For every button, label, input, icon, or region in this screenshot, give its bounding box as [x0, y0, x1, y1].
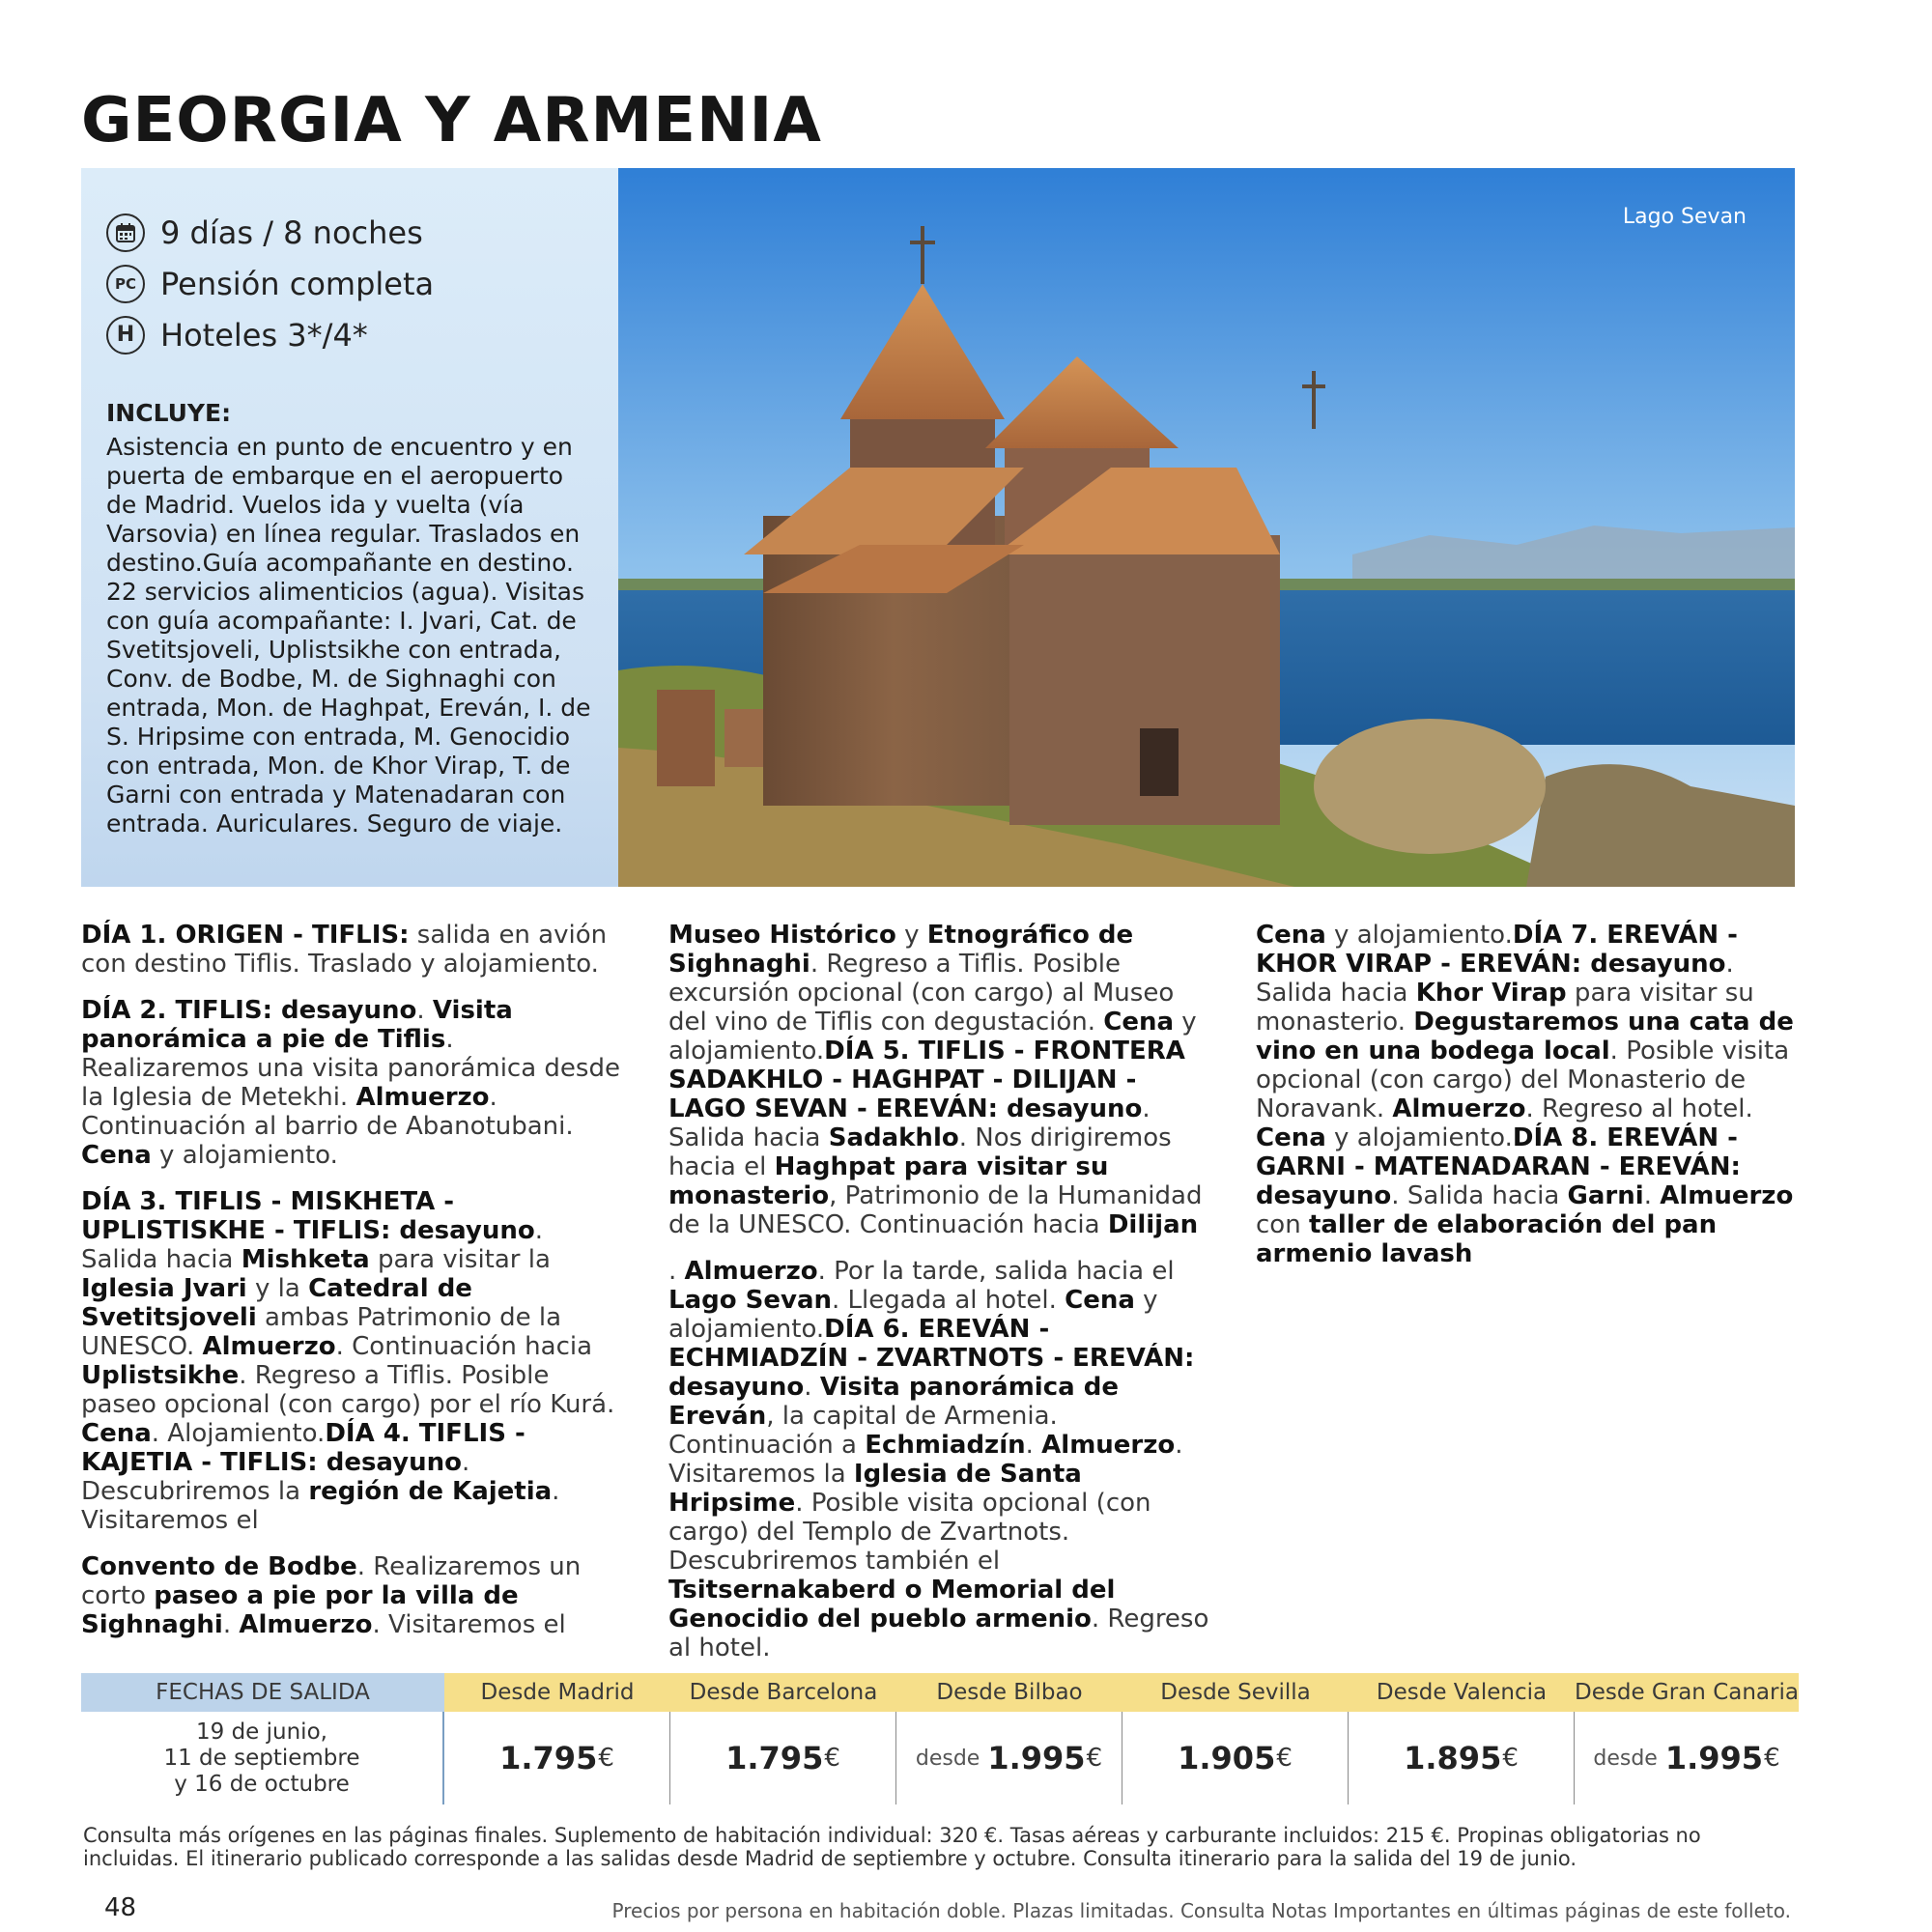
itinerary-text: . Continuación al barrio de Abanotubani. [81, 1083, 574, 1141]
price-gran-canaria [1575, 1712, 1799, 1804]
currency-symbol: € [1276, 1744, 1293, 1773]
itinerary-text: y [895, 921, 927, 950]
feature-duration [106, 207, 597, 258]
price-value: 1.995 [987, 1740, 1086, 1776]
itinerary-text: . Posible visita opcional (con cargo) del Monasterio de Noravank. [1256, 1037, 1790, 1123]
itinerary-text: , Patrimonio de la Humanidad de la UNESCO. Continuación hacia [668, 1181, 1203, 1239]
itinerary-day [81, 996, 622, 1170]
price-madrid [444, 1712, 670, 1804]
price-value: 1.795 [499, 1740, 598, 1776]
origin-header-valencia: Desde Valencia [1376, 1680, 1548, 1705]
itinerary-bold-text: Cena [1256, 921, 1326, 950]
itinerary-bold-text: DÍA 5. TIFLIS - FRONTERA SADAKHLO - HAGHPAT - DILIJAN - LAGO SEVAN - EREVÁN: desayuno [668, 1037, 1185, 1123]
itinerary-bold-text: Almuerzo [202, 1332, 336, 1361]
itinerary-bold-text: DÍA 1. ORIGEN - TIFLIS: [81, 921, 410, 950]
itinerary-bold-text: Etnográfico de Sighnaghi [668, 921, 1134, 979]
itinerary-text: . [1025, 1431, 1042, 1460]
itinerary-text: y alojamiento. [151, 1141, 338, 1170]
itinerary-bold-text: Uplistsikhe [81, 1361, 240, 1390]
itinerary-text: . Salida hacia [1391, 1181, 1568, 1210]
price-sevilla [1122, 1712, 1349, 1804]
itinerary-bold-text: DÍA 6. EREVÁN - ECHMIADZÍN - ZVARTNOTS - EREVÁN: desayuno [668, 1315, 1195, 1402]
itinerary-bold-text: DÍA 8. EREVÁN - GARNI - MATENADARAN - EREVÁN: desayuno [1256, 1123, 1741, 1210]
itinerary-text: salida en avión con destino Tiflis. Traslado y alojamiento. [81, 921, 608, 979]
itinerary-text: . [222, 1610, 240, 1639]
itinerary-bold-text: Tsitsernakaberd o Memorial del Genocidio del pueblo armenio [668, 1576, 1116, 1634]
itinerary-bold-text: Cena [1103, 1008, 1175, 1037]
itinerary-text: . Visitaremos el [372, 1610, 566, 1639]
itinerary-day [81, 921, 622, 979]
itinerary-bold-text: Cena [81, 1141, 152, 1170]
page-number: 48 [104, 1893, 137, 1922]
itinerary-text: y alojamiento. [668, 1286, 1158, 1344]
itinerary-text: . Regreso al hotel. [668, 1605, 1209, 1662]
itinerary-text: ambas Patrimonio de la UNESCO. [81, 1303, 562, 1361]
itinerary-bold-text: DÍA 3. TIFLIS - MISKHETA - UPLISTISKHE - TIFLIS: desayuno [81, 1187, 535, 1245]
feature-hotel-text: Hoteles 3*/4* [160, 316, 368, 354]
departure-dates: 19 de junio, 11 de septiembre y 16 de octubre [81, 1712, 444, 1804]
price-valencia [1349, 1712, 1575, 1804]
currency-symbol: € [1086, 1744, 1103, 1773]
itinerary-text: . Realizaremos un corto [81, 1552, 582, 1610]
desde-label: desde [915, 1746, 980, 1771]
itinerary-bold-text: Dilijan [1107, 1210, 1199, 1239]
itinerary-bold-text: DÍA 7. EREVÁN - KHOR VIRAP - EREVÁN: desayuno [1256, 921, 1738, 979]
price-table-header [81, 1673, 1799, 1712]
itinerary-bold-text: Almuerzo [239, 1610, 373, 1639]
price-table [81, 1673, 1799, 1804]
itinerary-bold-text: Catedral de Svetitsjoveli [81, 1274, 472, 1332]
price-value: 1.905 [1178, 1740, 1276, 1776]
currency-symbol: € [1764, 1744, 1780, 1773]
itinerary-bold-text: Museo Histórico [668, 921, 896, 950]
itinerary-text: . [416, 996, 433, 1025]
feature-duration-text: 9 días / 8 noches [160, 213, 423, 251]
price-row [81, 1712, 1799, 1804]
monastery-illustration [618, 168, 1795, 887]
itinerary-bold-text: Cena [1065, 1286, 1135, 1315]
itinerary-bold-text: Garni [1567, 1181, 1644, 1210]
itinerary-bold-text: DÍA 4. TIFLIS - KAJETIA - TIFLIS: desayuno [81, 1419, 526, 1477]
pension-icon: PC [106, 265, 145, 303]
itinerary-text: con [1256, 1210, 1309, 1239]
itinerary-day [81, 1187, 622, 1535]
price-barcelona [670, 1712, 896, 1804]
itinerary-bold-text: Visita panorámica a pie de Tiflis [81, 996, 513, 1054]
itinerary-text: para visitar la [369, 1245, 551, 1274]
itinerary-bold-text: Cena [81, 1419, 152, 1448]
lago-sevan-photo [618, 168, 1795, 887]
itinerary-text: . Nos dirigiremos hacia el [668, 1123, 1172, 1181]
itinerary-bold-text: DÍA 2. TIFLIS: desayuno [81, 996, 417, 1025]
itinerary-day [1256, 921, 1797, 1268]
price-bilbao [896, 1712, 1122, 1804]
itinerary-text: . Visitaremos el [81, 1477, 560, 1535]
itinerary-bold-text: Iglesia Jvari [81, 1274, 247, 1303]
itinerary-text: , la capital de Armenia. Continuación a [668, 1402, 1058, 1460]
itinerary-text: y alojamiento. [1325, 1123, 1513, 1152]
origin-header-madrid: Desde Madrid [480, 1680, 635, 1705]
bottom-note: Precios por persona en habitación doble. Plazas limitadas. Consulta Notas Importantes en últimas páginas de este folleto. [611, 1899, 1791, 1922]
origin-header-barcelona: Desde Barcelona [689, 1680, 878, 1705]
itinerary-text: . Alojamiento. [151, 1419, 326, 1448]
itinerary-bold-text: paseo a pie por la villa de Sighnaghi [81, 1581, 519, 1639]
feature-pension [106, 258, 597, 309]
itinerary [81, 921, 1797, 1664]
incluye-label: INCLUYE: [106, 399, 232, 427]
trip-info-panel [81, 168, 618, 887]
itinerary-bold-text: taller de elaboración del pan armenio lavash [1256, 1210, 1718, 1268]
itinerary-bold-text: Cena [1256, 1123, 1326, 1152]
incluye-text: Asistencia en punto de encuentro y en puerta de embarque en el aeropuerto de Madrid. Vuelos ida y vuelta (vía Varsovia) en línea regular. Traslados en destino.Guía acompañante en destino. 22 servicios alimenticios (agua). Visitas con guía acompañante: I. Jvari, Cat. de Svetitsjoveli, Uplistsikhe con entrada, Conv. de Bodbe, M. de Sighnaghi con entrada, Mon. de Haghpat, Ereván, I. de S. Hripsime con entrada, M. Genocidio con entrada, Mon. de Khor Virap, T. de Garni con entrada y Matenadaran con entrada. Auriculares. Seguro de viaje. [106, 433, 591, 838]
currency-symbol: € [824, 1744, 840, 1773]
itinerary-text: . [1643, 1181, 1661, 1210]
origin-header-gran-canaria: Desde Gran Canaria [1575, 1680, 1799, 1705]
footnote: Consulta más orígenes en las páginas finales. Suplemento de habitación individual: 320 €. Tasas aéreas y carburante incluidos: 215 €. Propinas obligatorias no incluidas. El itinerario publicado corresponde a las salidas desde Madrid de septiembre y octubre. Consulta itinerario para la salida del 19 de junio. [83, 1824, 1701, 1870]
itinerary-text: . Salida hacia [668, 1094, 1151, 1152]
itinerary-text: . Salida hacia [81, 1216, 543, 1274]
itinerary-bold-text: región de Kajetia [308, 1477, 553, 1506]
itinerary-text: . Regreso a Tiflis. Posible paseo opcional (con cargo) por el río Kurá. [81, 1361, 615, 1419]
price-value: 1.895 [1404, 1740, 1502, 1776]
itinerary-bold-text: Convento de Bodbe [81, 1552, 357, 1581]
origin-header-sevilla: Desde Sevilla [1160, 1680, 1311, 1705]
photo-caption: Lago Sevan [1622, 205, 1747, 229]
itinerary-bold-text: Iglesia de Santa Hripsime [668, 1460, 1082, 1518]
itinerary-text: y la [246, 1274, 309, 1303]
itinerary-text: . Realizaremos una visita panorámica desde la Iglesia de Metekhi. [81, 1025, 620, 1112]
itinerary-text: . [804, 1373, 820, 1402]
itinerary-bold-text: Haghpat para visitar su monasterio [668, 1152, 1109, 1210]
itinerary-text: para visitar su monasterio. [1256, 979, 1754, 1037]
itinerary-bold-text: Almuerzo [1392, 1094, 1526, 1123]
itinerary-bold-text: Visita panorámica de Ereván [668, 1373, 1119, 1431]
calendar-icon [106, 213, 145, 252]
currency-symbol: € [598, 1744, 614, 1773]
itinerary-text: . [668, 1257, 685, 1286]
price-value: 1.995 [1664, 1740, 1764, 1776]
itinerary-text: . Llegada al hotel. [832, 1286, 1065, 1315]
itinerary-text: y alojamiento. [1325, 921, 1513, 950]
itinerary-bold-text: Lago Sevan [668, 1286, 832, 1315]
hotel-icon: H [106, 316, 145, 355]
feature-pension-text: Pensión completa [160, 265, 435, 302]
itinerary-text: . Visitaremos la [668, 1431, 1183, 1489]
itinerary-bold-text: Khor Virap [1415, 979, 1567, 1008]
itinerary-text: . Por la tarde, salida hacia el [817, 1257, 1175, 1286]
itinerary-text: . Descubriremos la [81, 1448, 470, 1506]
itinerary-text: y alojamiento. [668, 1008, 1197, 1065]
itinerary-bold-text: Almuerzo [1660, 1181, 1794, 1210]
itinerary-text: . Salida hacia [1256, 950, 1734, 1008]
itinerary-bold-text: Echmiadzín [865, 1431, 1026, 1460]
feature-hotel [106, 309, 597, 360]
page-title: GEORGIA Y ARMENIA [81, 85, 822, 156]
itinerary-bold-text: Degustaremos una cata de vino en una bodega local [1256, 1008, 1794, 1065]
itinerary-bold-text: Mishketa [241, 1245, 370, 1274]
itinerary-bold-text: Almuerzo [1041, 1431, 1176, 1460]
itinerary-day [668, 1257, 1209, 1662]
itinerary-text: . Regreso al hotel. [1525, 1094, 1753, 1123]
currency-symbol: € [1502, 1744, 1519, 1773]
itinerary-bold-text: Almuerzo [684, 1257, 818, 1286]
desde-label: desde [1593, 1746, 1658, 1771]
fechas-header: FECHAS DE SALIDA [81, 1673, 444, 1712]
itinerary-text: . Posible visita opcional (con cargo) del Templo de Zvartnots. Descubriremos también el [668, 1489, 1151, 1576]
price-value: 1.795 [725, 1740, 824, 1776]
itinerary-bold-text: Sadakhlo [828, 1123, 959, 1152]
itinerary-bold-text: Almuerzo [355, 1083, 490, 1112]
origin-header-bilbao: Desde Bilbao [936, 1680, 1083, 1705]
itinerary-text: . Continuación hacia [335, 1332, 593, 1361]
itinerary-text: . Regreso a Tiflis. Posible excursión opcional (con cargo) al Museo del vino de Tiflis con degustación. [668, 950, 1175, 1037]
